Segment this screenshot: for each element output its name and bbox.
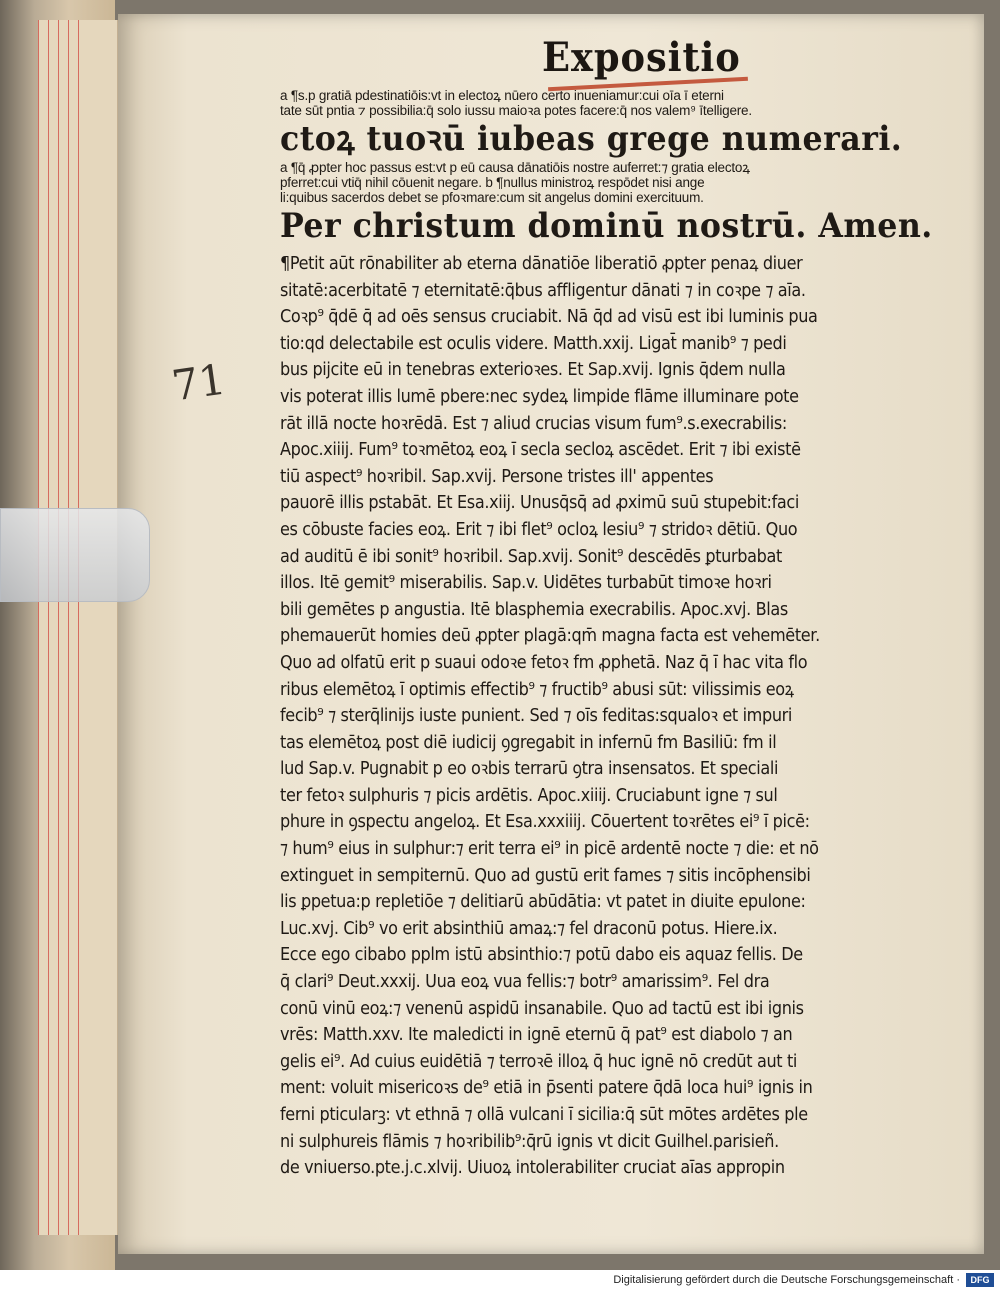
leaf	[78, 20, 118, 1235]
body-line: bus pijcite eū in tenebras exterioꝛes. Et Sap.xvij. Ignis q̄dem nulla	[280, 360, 786, 381]
gloss-line: a ¶s.p gratiā pdestinatiōis:vt in electoꝝ nūero certo inueniamur:cui oīa ī eterni	[280, 88, 724, 103]
body-line: ¶Petit aūt rōnabiliter ab eterna dānatiōe liberatiō ꝓpter penaꝝ diuer	[280, 254, 803, 274]
body-line: Luc.xvj. Cib⁹ vo erit absinthiū amaꝝ:⁊ fel draconū potus. Hiere.ix.	[280, 918, 778, 939]
lemma-line: ctoꝝ tuoꝛū iubeas grege numerari.	[280, 119, 903, 159]
gloss-line: a ¶q̄ ꝓpter hoc passus est:vt p eū causa dānatiōis nostre auferret:⁊ gratia electoꝝ	[280, 160, 750, 175]
body-line: ment: voluit misericoꝛs de⁹ etiā in p̄senti patere q̄dā loca hui⁹ ignis in	[280, 1078, 813, 1099]
dfg-logo: DFG	[966, 1273, 994, 1287]
body-line: es cōbuste facies eoꝝ. Erit ⁊ ibi flet⁹ ocloꝝ lesiu⁹ ⁊ stridoꝛ dētiū. Quo	[280, 519, 798, 540]
funding-credit: Digitalisierung gefördert durch die Deutsche Forschungsgemeinschaft ·	[613, 1274, 960, 1286]
body-line: bili gemētes p angustia. Itē blasphemia execrabilis. Apoc.xvj. Blas	[280, 599, 788, 620]
gloss-line: li:quibus sacerdos debet se pfoꝛmare:cum sit angelus domini exercituum.	[280, 190, 704, 205]
body-line: conū vinū eoꝝ:⁊ venenū aspidū insanabile. Quo ad tactū est ibi ignis	[280, 998, 804, 1019]
body-line: Quo ad olfatū erit p suaui odoꝛe fetoꝛ fm ꝓphetā. Naz q̄ ī hac vita flo	[280, 652, 808, 673]
body-line: ad auditū ē ibi sonit⁹ hoꝛribil. Sap.xvij. Sonit⁹ descēdēs ꝑturbabat	[280, 546, 782, 567]
body-line: lis ꝑpetua:p repletiōe ⁊ delitiarū abūdātia: vt patet in diuite epulone:	[280, 892, 806, 913]
body-line: fecib⁹ ⁊ sterq̄linijs iuste punient. Sed ⁊ oīs feditas:squaloꝛ et impuri	[280, 706, 793, 727]
gloss-line: tate sūt pntia ⁊ possibilia:q̄ solo iussu maioꝛa potes facere:q̄ nos valem⁹ ītelligere.	[280, 103, 752, 118]
lemma-line: Per christum dominū nostrū. Amen.	[280, 206, 933, 246]
body-line: ferni pticularꝫ: vt ethnā ⁊ ollā vulcani ī sicilia:q̄ sūt mōtes ardētes ple	[280, 1105, 808, 1125]
body-line: tas elemētoꝝ post diē iudicij ꝯgregabit in infernū fm Basiliū: fm il	[280, 732, 777, 753]
body-line: ni sulphureis flāmis ⁊ hoꝛribilib⁹:q̄rū ignis vt dicit Guilhel.parisieñ.	[280, 1131, 779, 1152]
body-line: sitatē:acerbitatē ⁊ eternitatē:q̄bus affligentur dānati ⁊ in coꝛpe ⁊ aīa.	[280, 280, 806, 301]
body-line: extinguet in sempiternū. Quo ad gustū erit fames ⁊ sitis incōphensibi	[280, 865, 811, 886]
body-line: ⁊ hum⁹ eius in sulphur:⁊ erit terra ei⁹ in picē ardentē nocte ⁊ die: et nō	[280, 839, 819, 860]
body-line: Apoc.xiiij. Fum⁹ toꝛmētoꝝ eoꝝ ī secla secloꝝ ascēdet. Erit ⁊ ibi existē	[280, 440, 801, 461]
body-line: ribus elemētoꝝ ī optimis effectib⁹ ⁊ fructib⁹ abusi sūt: vilissimis eoꝝ	[280, 679, 794, 700]
body-line: illos. Itē gemit⁹ miserabilis. Sap.v. Uidētes turbabūt timoꝛe hoꝛri	[280, 573, 772, 594]
footer-bar	[0, 1270, 1000, 1292]
page-stack	[38, 20, 118, 1235]
body-line: lud Sap.v. Pugnabit p eo oꝛbis terrarū ꝯtra insensatos. Et speciali	[280, 759, 779, 780]
margin-note: 71	[168, 354, 229, 411]
body-line: tio:qd delectabile est oculis videre. Matth.xxij. Ligat̄ manib⁹ ⁊ pedi	[280, 333, 787, 354]
body-line: Coꝛp⁹ q̄dē q̄ ad oēs sensus cruciabit. Nā q̄d ad visū est ibi luminis pua	[280, 307, 818, 328]
text-block	[280, 88, 933, 1182]
page-clip	[0, 508, 150, 602]
body-line: q̄ clari⁹ Deut.xxxij. Uua eoꝝ vua fellis:⁊ botr⁹ amarissim⁹. Fel dra	[280, 972, 770, 993]
body-line: Ecce ego cibabo pplm istū absinthio:⁊ potū dabo eis aquaz fellis. De	[280, 945, 803, 966]
body-line: vrēs: Matth.xxv. Ite maledicti in ignē eternū q̄ pat⁹ est diabolo ⁊ an	[280, 1025, 793, 1046]
gloss-line: pferret:cui vtiq̄ nihil cōuenit negare. b ¶nullus ministroꝝ respōdet nisi ange	[280, 175, 705, 190]
body-line: pauorē illis pstabāt. Et Esa.xiij. Unusq̄sq̄ ad ꝓximū suū stupebit:faci	[280, 493, 799, 514]
body-line: vis poterat illis lumē pbere:nec sydeꝝ limpide flāme illuminare pote	[280, 386, 799, 407]
body-line: tiū aspect⁹ hoꝛribil. Sap.xvij. Persone tristes ill' appentes	[280, 466, 714, 487]
body-line: gelis ei⁹. Ad cuius euidētiā ⁊ terroꝛē illoꝝ q̄ huc ignē nō credūt aut ti	[280, 1051, 798, 1072]
body-line: de vniuerso.pte.j.c.xlvij. Uiuoꝝ intolerabiliter cruciat aīas appropin	[280, 1158, 785, 1179]
body-text	[280, 251, 930, 1182]
running-head: Expositio	[542, 34, 741, 81]
body-line: phemauerūt homies deū ꝓpter plagā:qm̄ magna facta est vehemēter.	[280, 626, 820, 647]
body-line: phure in ꝯspectu angeloꝝ. Et Esa.xxxiiij. Cōuertent toꝛrētes ei⁹ ī picē:	[280, 812, 810, 833]
body-line: ter fetoꝛ sulphuris ⁊ picis ardētis. Apoc.xiiij. Cruciabunt igne ⁊ sul	[280, 785, 778, 806]
body-line: rāt illā nocte hoꝛrēdā. Est ⁊ aliud crucias visum fum⁹.s.execrabilis:	[280, 413, 787, 434]
